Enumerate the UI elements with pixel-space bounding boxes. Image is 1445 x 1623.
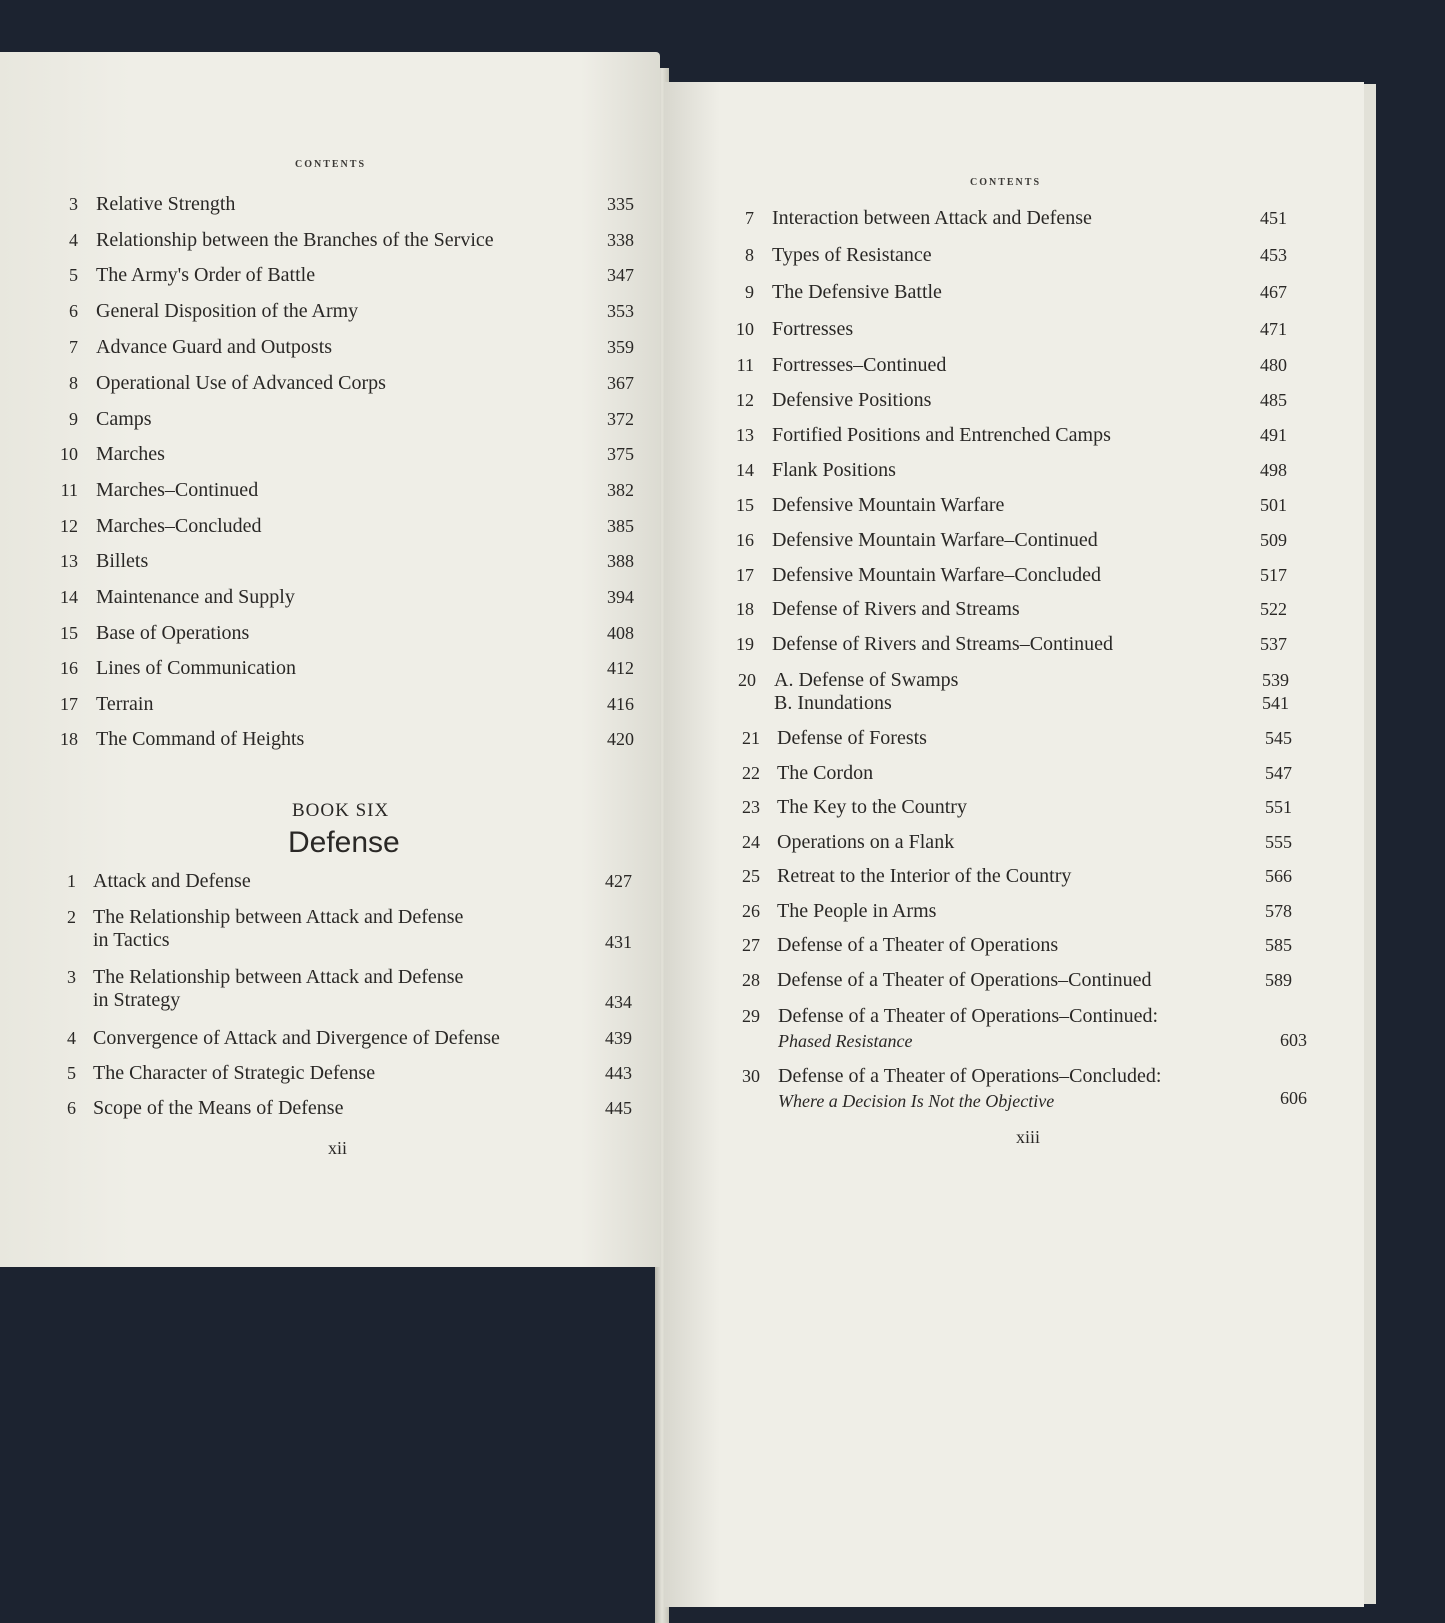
chapter-number: 15 <box>736 495 754 515</box>
chapter-number: 29 <box>742 1006 760 1026</box>
toc-entry <box>664 1004 1364 1052</box>
page-number: 431 <box>605 932 632 952</box>
chapter-number: 23 <box>742 797 760 817</box>
chapter-number: 4 <box>67 1028 76 1048</box>
chapter-number: 18 <box>60 729 78 749</box>
page-number: 471 <box>1260 319 1287 339</box>
chapter-subtitle: Phased Resistance <box>778 1031 913 1051</box>
toc-entry <box>664 668 1364 716</box>
chapter-title: Marches <box>96 443 165 465</box>
page-number: 555 <box>1265 832 1292 852</box>
chapter-title: Scope of the Means of Defense <box>93 1097 344 1119</box>
chapter-title: Relative Strength <box>96 193 236 215</box>
page-number: 427 <box>605 871 632 891</box>
page-number: 335 <box>607 194 634 214</box>
chapter-number: 16 <box>736 530 754 550</box>
chapter-number: 11 <box>736 355 754 375</box>
page-number: 485 <box>1260 390 1287 410</box>
toc-entry <box>0 656 660 680</box>
toc-entry <box>664 280 1364 304</box>
toc-entry <box>0 621 660 645</box>
page-number: 375 <box>607 444 634 464</box>
chapter-title: Lines of Communication <box>96 657 296 679</box>
toc-entry <box>0 407 660 431</box>
page-number: 491 <box>1260 425 1287 445</box>
chapter-number: 10 <box>60 444 78 464</box>
chapter-number: 4 <box>69 230 78 250</box>
chapter-title: Relationship between the Branches of the Service <box>96 229 494 251</box>
toc-entry <box>0 1061 660 1085</box>
page-number: 578 <box>1265 901 1292 921</box>
toc-entry <box>0 692 660 716</box>
page-number: 353 <box>607 301 634 321</box>
toc-entry <box>0 905 660 953</box>
chapter-title: Defense of a Theater of Operations–Continued <box>777 969 1152 991</box>
chapter-number: 10 <box>736 319 754 339</box>
toc-entry <box>664 493 1364 517</box>
chapter-title: Marches–Concluded <box>96 515 262 537</box>
chapter-number: 30 <box>742 1066 760 1086</box>
toc-entry <box>664 423 1364 447</box>
chapter-number: 15 <box>60 623 78 643</box>
toc-entry <box>0 727 660 751</box>
chapter-title: Base of Operations <box>96 622 250 644</box>
page-number: 451 <box>1260 208 1287 228</box>
page-number: 545 <box>1265 728 1292 748</box>
chapter-title: Defense of a Theater of Operations–Concluded: <box>778 1065 1162 1087</box>
page-number: 547 <box>1265 763 1292 783</box>
chapter-number: 19 <box>736 634 754 654</box>
page-number: 589 <box>1265 970 1292 990</box>
chapter-number: 16 <box>60 658 78 678</box>
chapter-title: The People in Arms <box>777 900 937 922</box>
folio: xiii <box>1016 1127 1041 1147</box>
right-page <box>664 82 1364 1607</box>
page-number: 517 <box>1260 565 1287 585</box>
chapter-title: B. Inundations <box>774 692 892 714</box>
page-number: 408 <box>607 623 634 643</box>
page-number: 443 <box>605 1063 632 1083</box>
chapter-number: 22 <box>742 763 760 783</box>
page-number: 416 <box>607 694 634 714</box>
chapter-title: The Command of Heights <box>96 728 305 750</box>
toc-entry <box>664 968 1364 992</box>
toc-entry <box>0 228 660 252</box>
toc-entry <box>0 869 660 893</box>
cover-edge <box>1364 84 1376 1604</box>
chapter-title: The Army's Order of Battle <box>96 264 316 286</box>
chapter-title: Flank Positions <box>772 459 896 481</box>
toc-entry <box>664 830 1364 854</box>
chapter-number: 13 <box>736 425 754 445</box>
chapter-title: Defensive Mountain Warfare–Concluded <box>772 564 1102 586</box>
page-number: 539 <box>1262 670 1289 690</box>
toc-entry <box>0 478 660 502</box>
page-number: 509 <box>1260 530 1287 550</box>
chapter-title: The Cordon <box>777 762 874 784</box>
toc-entry <box>664 899 1364 923</box>
toc-entry <box>0 299 660 323</box>
toc-entry <box>0 514 660 538</box>
chapter-title: Operations on a Flank <box>777 831 955 853</box>
chapter-number: 27 <box>742 935 760 955</box>
page-number: 338 <box>607 230 634 250</box>
page-number: 606 <box>1280 1088 1307 1108</box>
page-number: 498 <box>1260 460 1287 480</box>
chapter-number: 26 <box>742 901 760 921</box>
chapter-title: A. Defense of Swamps <box>774 669 959 691</box>
chapter-number: 21 <box>742 728 760 748</box>
chapter-title: Convergence of Attack and Divergence of Defense <box>93 1027 500 1049</box>
page-number: 537 <box>1260 634 1287 654</box>
chapter-number: 20 <box>738 670 756 690</box>
chapter-title: Defensive Mountain Warfare <box>772 494 1005 516</box>
toc-entry <box>664 563 1364 587</box>
chapter-number: 5 <box>67 1063 76 1083</box>
chapter-number: 13 <box>60 551 78 571</box>
chapter-number: 11 <box>60 480 78 500</box>
page-number: 434 <box>605 992 632 1012</box>
page-number: 420 <box>607 729 634 749</box>
chapter-number: 14 <box>60 587 78 607</box>
toc-entry <box>664 864 1364 888</box>
page-number: 480 <box>1260 355 1287 375</box>
page-number: 522 <box>1260 599 1287 619</box>
toc-entry <box>664 388 1364 412</box>
chapter-title: The Defensive Battle <box>772 281 942 303</box>
toc-entry <box>0 335 660 359</box>
chapter-title: Defensive Positions <box>772 389 932 411</box>
page-number: 394 <box>607 587 634 607</box>
book-title: Defense <box>288 826 400 859</box>
chapter-number: 3 <box>67 967 76 987</box>
chapter-title: Attack and Defense <box>93 870 251 892</box>
toc-entry <box>664 353 1364 377</box>
chapter-number: 24 <box>742 832 760 852</box>
running-head: contents <box>295 156 367 171</box>
page-number: 382 <box>607 480 634 500</box>
chapter-number: 14 <box>736 460 754 480</box>
chapter-subtitle: Where a Decision Is Not the Objective <box>778 1091 1055 1111</box>
toc-entry <box>0 1096 660 1120</box>
page-number: 347 <box>607 265 634 285</box>
chapter-title: Defense of a Theater of Operations <box>777 934 1059 956</box>
toc-entry <box>664 1064 1364 1112</box>
page-number: 359 <box>607 337 634 357</box>
chapter-title: Defense of Forests <box>777 727 927 749</box>
page-number: 467 <box>1260 282 1287 302</box>
chapter-title: Fortified Positions and Entrenched Camps <box>772 424 1111 446</box>
chapter-title-line2: in Tactics <box>93 929 170 951</box>
page-number: 566 <box>1265 866 1292 886</box>
toc-entry <box>664 458 1364 482</box>
chapter-number: 28 <box>742 970 760 990</box>
page-number: 372 <box>607 409 634 429</box>
chapter-title: Interaction between Attack and Defense <box>772 207 1092 229</box>
chapter-title: Advance Guard and Outposts <box>96 336 333 358</box>
chapter-title: Camps <box>96 408 152 430</box>
chapter-number: 17 <box>736 565 754 585</box>
toc-entry <box>0 442 660 466</box>
chapter-number: 12 <box>60 516 78 536</box>
chapter-title: The Character of Strategic Defense <box>93 1062 376 1084</box>
toc-entry <box>664 243 1364 267</box>
toc-entry <box>664 726 1364 750</box>
running-head: contents <box>970 174 1042 189</box>
chapter-number: 8 <box>69 373 78 393</box>
chapter-title: Defensive Mountain Warfare–Continued <box>772 529 1098 551</box>
page-number: 453 <box>1260 245 1287 265</box>
toc-entry <box>0 263 660 287</box>
chapter-title: Billets <box>96 550 149 572</box>
toc-entry <box>0 585 660 609</box>
page-number: 412 <box>607 658 634 678</box>
page-number: 367 <box>607 373 634 393</box>
toc-entry <box>664 206 1364 230</box>
toc-entry <box>0 1026 660 1050</box>
chapter-number: 2 <box>67 907 76 927</box>
chapter-title: Fortresses <box>772 318 854 340</box>
page-number: 445 <box>605 1098 632 1118</box>
chapter-title: Defense of a Theater of Operations–Continued: <box>778 1005 1159 1027</box>
page-number: 439 <box>605 1028 632 1048</box>
chapter-title: Marches–Continued <box>96 479 259 501</box>
chapter-number: 5 <box>69 265 78 285</box>
toc-entry <box>0 192 660 216</box>
chapter-number: 7 <box>69 337 78 357</box>
chapter-title: The Relationship between Attack and Defense <box>93 966 464 988</box>
page-number: 501 <box>1260 495 1287 515</box>
toc-entry <box>664 632 1364 656</box>
page-number: 385 <box>607 516 634 536</box>
page-number: 603 <box>1280 1030 1307 1050</box>
chapter-title: Fortresses–Continued <box>772 354 947 376</box>
page-number: 585 <box>1265 935 1292 955</box>
chapter-title: Maintenance and Supply <box>96 586 295 608</box>
chapter-title: The Relationship between Attack and Defense <box>93 906 464 928</box>
page-number: 388 <box>607 551 634 571</box>
toc-entry <box>664 317 1364 341</box>
chapter-title: General Disposition of the Army <box>96 300 359 322</box>
chapter-number: 9 <box>69 409 78 429</box>
chapter-title: Terrain <box>96 693 154 715</box>
chapter-title: Retreat to the Interior of the Country <box>777 865 1072 887</box>
chapter-number: 17 <box>60 694 78 714</box>
chapter-number: 9 <box>745 282 754 302</box>
chapter-title: Types of Resistance <box>772 244 932 266</box>
toc-entry <box>664 528 1364 552</box>
chapter-number: 6 <box>69 301 78 321</box>
book-label: BOOK SIX <box>292 800 390 821</box>
chapter-title-line2: in Strategy <box>93 989 181 1011</box>
chapter-number: 25 <box>742 866 760 886</box>
toc-entry <box>664 933 1364 957</box>
chapter-title: The Key to the Country <box>777 796 967 818</box>
toc-entry <box>664 795 1364 819</box>
chapter-number: 1 <box>67 871 76 891</box>
chapter-number: 3 <box>69 194 78 214</box>
toc-entry <box>664 761 1364 785</box>
chapter-number: 6 <box>67 1098 76 1118</box>
chapter-title: Operational Use of Advanced Corps <box>96 372 386 394</box>
left-page <box>0 52 660 1267</box>
chapter-title: Defense of Rivers and Streams–Continued <box>772 633 1114 655</box>
toc-entry <box>664 597 1364 621</box>
chapter-number: 12 <box>736 390 754 410</box>
page-number: 551 <box>1265 797 1292 817</box>
chapter-number: 18 <box>736 599 754 619</box>
chapter-title: Defense of Rivers and Streams <box>772 598 1020 620</box>
toc-entry <box>0 549 660 573</box>
chapter-number: 7 <box>745 208 754 228</box>
chapter-number: 8 <box>745 245 754 265</box>
folio: xii <box>328 1138 348 1158</box>
toc-entry <box>0 965 660 1013</box>
toc-entry <box>0 371 660 395</box>
page-number: 541 <box>1262 693 1289 713</box>
